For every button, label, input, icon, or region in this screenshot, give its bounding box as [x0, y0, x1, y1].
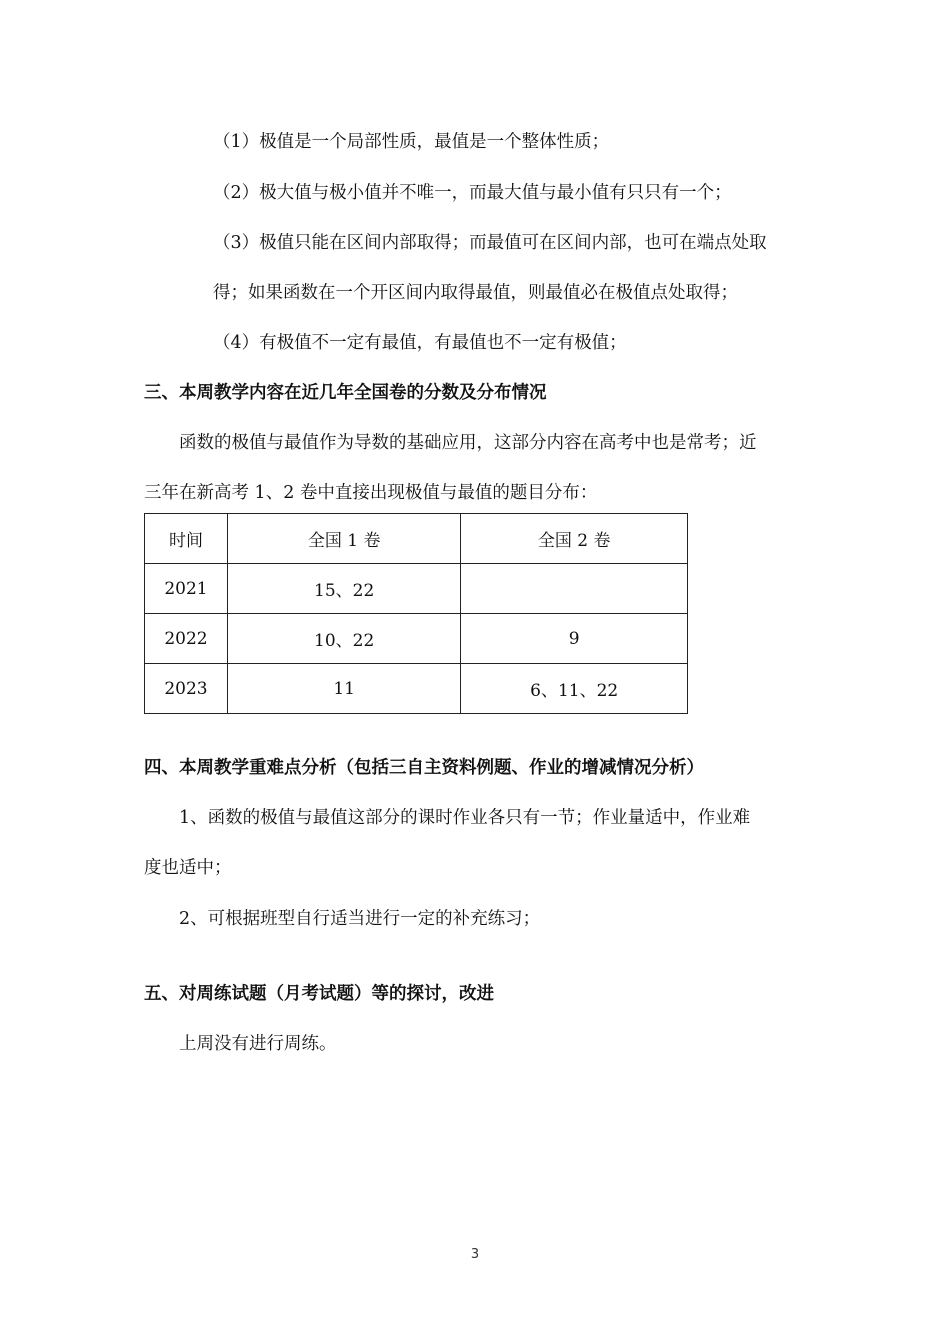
section-4-heading: 四、本周教学重难点分析（包括三自主资料例题、作业的增减情况分析）: [144, 758, 704, 778]
table-row: [145, 564, 688, 614]
table-cell: 2021: [145, 564, 228, 614]
section-5-heading: 五、对周练试题（月考试题）等的探讨，改进: [144, 984, 494, 1004]
table-header-cell: 全国 1 卷: [227, 514, 461, 564]
section-5-paragraph: 上周没有进行周练。: [179, 1034, 337, 1054]
table-header-cell: 全国 2 卷: [461, 514, 688, 564]
table-cell: 15、22: [227, 564, 461, 614]
table-row: [145, 664, 688, 714]
list-item-3-continued: 得；如果函数在一个开区间内取得最值，则最值必在极值点处取得；: [213, 283, 738, 303]
page-number: 3: [470, 1247, 480, 1262]
table-cell: 11: [227, 664, 461, 714]
table-cell: 10、22: [227, 614, 461, 664]
table-header-row: [145, 514, 688, 564]
table-cell: 6、11、22: [461, 664, 688, 714]
section-3-paragraph-line-1: 函数的极值与最值作为导数的基础应用，这部分内容在高考中也是常考；近: [179, 433, 757, 453]
table-cell: 9: [461, 614, 688, 664]
list-item-3: （3）极值只能在区间内部取得；而最值可在区间内部，也可在端点处取: [213, 233, 767, 253]
section-4-item-1-line-2: 度也适中；: [144, 858, 232, 878]
list-item-4: （4）有极值不一定有最值，有最值也不一定有极值；: [213, 333, 627, 353]
list-item-1: （1）极值是一个局部性质，最值是一个整体性质；: [213, 132, 610, 152]
section-4-item-1-line-1: 1、函数的极值与最值这部分的课时作业各只有一节；作业量适中，作业难: [179, 808, 751, 828]
section-4-item-2: 2、可根据班型自行适当进行一定的补充练习；: [179, 909, 541, 929]
section-3-paragraph-line-2: 三年在新高考 1、2 卷中直接出现极值与最值的题目分布：: [144, 483, 598, 503]
exam-distribution-table: [144, 513, 688, 714]
table-cell: [461, 564, 688, 614]
table-cell: 2023: [145, 664, 228, 714]
table-header-cell: 时间: [145, 514, 228, 564]
list-item-2: （2）极大值与极小值并不唯一，而最大值与最小值有只只有一个；: [213, 183, 732, 203]
table-row: [145, 614, 688, 664]
table-cell: 2022: [145, 614, 228, 664]
section-3-heading: 三、本周教学内容在近几年全国卷的分数及分布情况: [144, 383, 547, 403]
